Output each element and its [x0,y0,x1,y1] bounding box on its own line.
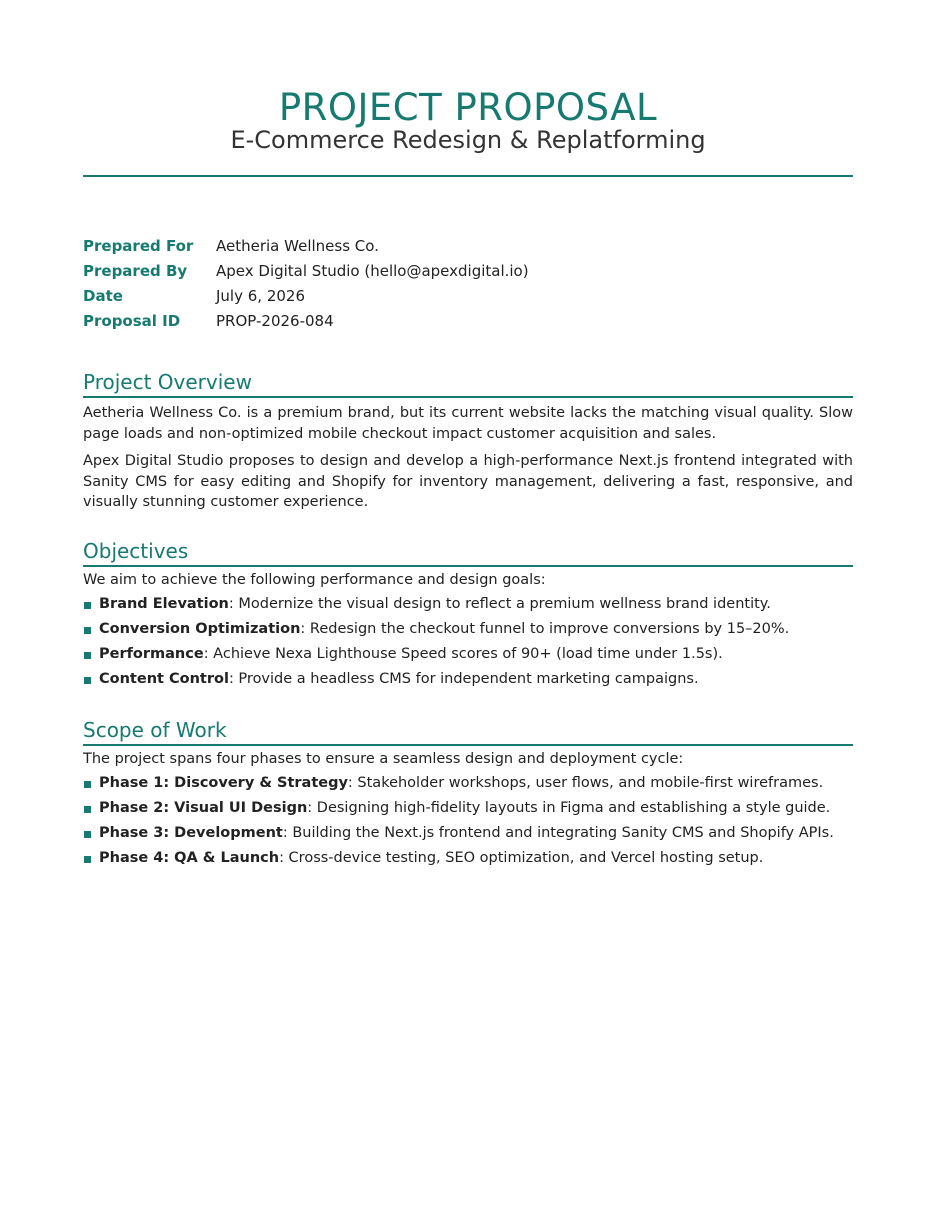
section-intro: We aim to achieve the following performance and design goals: [83,572,546,588]
item-title: Content Control [99,671,229,687]
item-title: Phase 2: Visual UI Design [99,800,308,816]
objectives-list [83,592,853,692]
meta-label: Prepared For [83,237,194,255]
section-heading: Objectives [83,537,853,567]
list-item [83,771,853,796]
item-title: Brand Elevation [99,596,229,612]
section-scope-of-work [83,716,853,871]
section-heading: Project Overview [83,368,853,398]
meta-value: Aetheria Wellness Co. [216,237,379,255]
document-title: PROJECT PROPOSAL [278,86,658,129]
item-title: Performance [99,646,204,662]
list-item [83,617,853,642]
bullet-square-icon [84,831,91,838]
meta-row-prepared-for [83,234,853,259]
list-item [83,796,853,821]
section-intro: The project spans four phases to ensure a seamless design and deployment cycle: [83,751,684,767]
meta-value: July 6, 2026 [216,287,305,305]
item-text: : Designing high-fidelity layouts in Figma and establishing a style guide. [307,800,831,816]
proposal-meta-table [83,234,853,334]
section-project-overview [83,368,853,513]
bullet-square-icon [84,652,91,659]
list-item [83,642,853,667]
bullet-square-icon [84,781,91,788]
list-item [83,821,853,846]
item-text: : Building the Next.js frontend and integrating Sanity CMS and Shopify APIs. [282,825,834,841]
meta-label: Prepared By [83,262,188,280]
meta-row-proposal-id [83,309,853,334]
item-text: : Cross-device testing, SEO optimization, and Vercel hosting setup. [279,850,764,866]
meta-label: Proposal ID [83,312,181,330]
document-subtitle: E-Commerce Redesign & Replatforming [230,126,706,154]
meta-value: Apex Digital Studio (hello@apexdigital.io) [216,262,529,280]
bullet-square-icon [84,627,91,634]
bullet-square-icon [84,677,91,684]
meta-label: Date [83,287,123,305]
list-item [83,846,853,871]
item-text: : Modernize the visual design to reflect a premium wellness brand identity. [228,596,771,612]
item-text: : Redesign the checkout funnel to improve conversions by 15–20%. [300,621,790,637]
meta-row-prepared-by [83,259,853,284]
overview-paragraph: Aetheria Wellness Co. is a premium brand, but its current website lacks the matching visual quality. Slow page loads and non-optimized mobile checkout impact customer acquisition and sales. [83,405,853,442]
item-text: : Provide a headless CMS for independent marketing campaigns. [228,671,699,687]
meta-row-date [83,284,853,309]
meta-value: PROP-2026-084 [216,312,334,330]
bullet-square-icon [84,856,91,863]
list-item [83,667,853,692]
scope-list [83,771,853,871]
list-item [83,592,853,617]
header-divider [83,175,853,177]
overview-paragraph: Apex Digital Studio proposes to design and develop a high-performance Next.js frontend integrated with Sanity CMS for easy editing and Shopify for inventory management, delivering a fast, responsive, and visually stunning customer experience. [83,453,853,510]
bullet-square-icon [84,602,91,609]
item-title: Phase 4: QA & Launch [99,850,280,866]
item-title: Phase 3: Development [99,825,283,841]
section-heading: Scope of Work [83,716,853,746]
item-text: : Stakeholder workshops, user flows, and mobile-first wireframes. [347,775,824,791]
bullet-square-icon [84,806,91,813]
item-title: Phase 1: Discovery & Strategy [99,775,348,791]
section-objectives [83,537,853,692]
item-title: Conversion Optimization [99,621,301,637]
item-text: : Achieve Nexa Lighthouse Speed scores of 90+ (load time under 1.5s). [203,646,723,662]
